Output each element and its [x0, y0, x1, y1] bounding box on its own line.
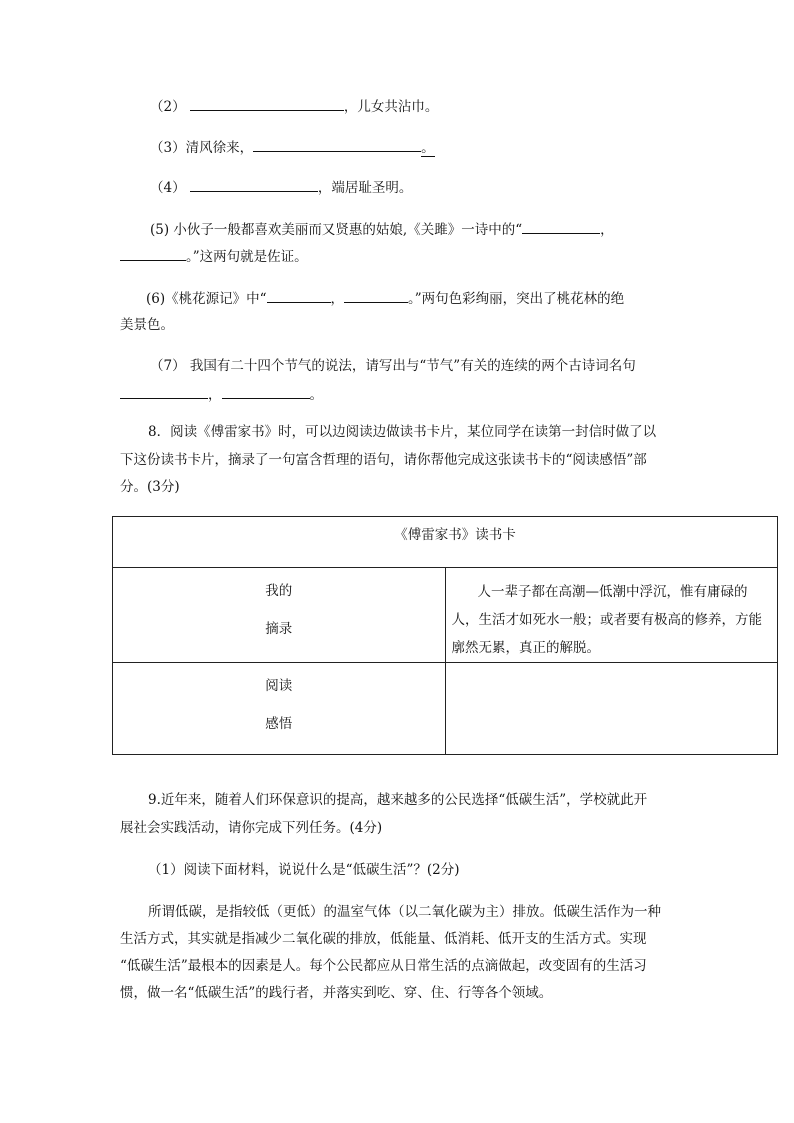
question-6-line-1 — [146, 288, 624, 309]
label-line: 摘录 — [265, 621, 293, 637]
answer-blank[interactable] — [522, 219, 600, 234]
question-9-sub-1: （1）阅读下面材料，说说什么是“低碳生活”？(2分) — [148, 862, 460, 878]
answer-blank[interactable] — [120, 246, 186, 261]
material-line-4: 惯，做一名“低碳生活”的践行者，并落实到吃、穿、住、行等各个领域。 — [120, 985, 553, 1001]
label-line: 我的 — [265, 583, 293, 599]
excerpt-quote: 人一辈子都在高潮—低潮中浮沉，惟有庸碌的人，生活才如死水一般；或者要有极高的修养，方能廓然无累，真正的解脱。 — [451, 584, 762, 656]
question-9-line-2: 展社会实践活动，请你完成下列任务。(4分) — [120, 820, 383, 836]
excerpt-label — [113, 568, 446, 663]
question-text: 美景色。 — [120, 317, 174, 333]
card-title-cell — [113, 517, 778, 568]
question-8-line-3: 分。(3分) — [120, 479, 180, 495]
question-number: (5) — [150, 222, 170, 238]
verse-text: ，儿女共沾巾。 — [343, 99, 439, 115]
answer-blank[interactable] — [190, 96, 344, 111]
answer-blank[interactable] — [344, 288, 408, 303]
question-number: （3） — [150, 140, 186, 156]
label-line: 感悟 — [265, 716, 293, 732]
question-8-line-1: 8．阅读《傅雷家书》时，可以边阅读边做读书卡片，某位同学在读第一封信时做了以 — [148, 424, 657, 440]
answer-blank[interactable] — [222, 384, 310, 399]
question-text: 小伙子一般都喜欢美丽而又贤惠的姑娘,《关雎》一诗中的“ — [173, 222, 523, 238]
verse-end: 。 — [421, 140, 435, 156]
question-8-line-2: 下这份读书卡片，摘录了一句富含哲理的语句，请你帮他完成这张读书卡的“阅读感悟”部 — [120, 452, 647, 468]
question-9-line-1: 9.近年来，随着人们环保意识的提高，越来越多的公民选择“低碳生活”，学校就此开 — [148, 792, 648, 808]
question-number: (6) — [146, 291, 166, 307]
material-line-2: 生活方式，其实就是指减少二氧化碳的排放，低能量、低消耗、低开支的生活方式。实现 — [120, 931, 647, 947]
question-4 — [150, 177, 412, 198]
question-number: （4） — [150, 180, 186, 196]
reflection-answer-area[interactable] — [445, 663, 778, 755]
question-text: 我国有二十四个节气的说法，请写出与“节气”有关的连续的两个古诗词名句 — [189, 358, 636, 374]
answer-blank[interactable] — [120, 384, 208, 399]
question-3 — [150, 137, 435, 158]
question-text: 《桃花源记》中“ — [165, 291, 267, 307]
answer-blank[interactable] — [190, 177, 318, 192]
card-title: 《傅雷家书》读书卡 — [394, 527, 516, 543]
punctuation: 。 — [309, 387, 323, 403]
reflection-label — [113, 663, 446, 755]
question-5-line-1 — [150, 219, 614, 240]
question-5-line-2 — [120, 246, 308, 267]
question-number: （7） — [150, 358, 186, 374]
excerpt-content — [445, 568, 778, 663]
punctuation: ， — [600, 222, 614, 238]
label-line: 阅读 — [265, 678, 293, 694]
question-number: （2） — [150, 99, 186, 115]
verse-text: ，端居耻圣明。 — [317, 180, 413, 196]
question-text: 。”两句色彩绚丽，突出了桃花林的绝 — [408, 291, 625, 307]
reading-card — [112, 516, 778, 755]
question-2 — [150, 96, 438, 117]
material-line-3: “低碳生活”最根本的因素是人。每个公民都应从日常生活的点滴做起，改变固有的生活习 — [120, 958, 647, 974]
question-7-line-2 — [120, 384, 323, 405]
question-text: 。”这两句就是佐证。 — [186, 249, 308, 265]
punctuation: ， — [208, 387, 222, 403]
punctuation: ， — [330, 291, 345, 307]
question-7-line-1 — [150, 356, 636, 376]
verse-text: 清风徐来， — [185, 140, 254, 156]
question-6-line-2 — [120, 315, 174, 335]
answer-blank[interactable] — [253, 137, 421, 152]
answer-blank[interactable] — [267, 288, 331, 303]
material-line-1: 所谓低碳，是指较低（更低）的温室气体（以二氧化碳为主）排放。低碳生活作为一种 — [148, 904, 661, 920]
